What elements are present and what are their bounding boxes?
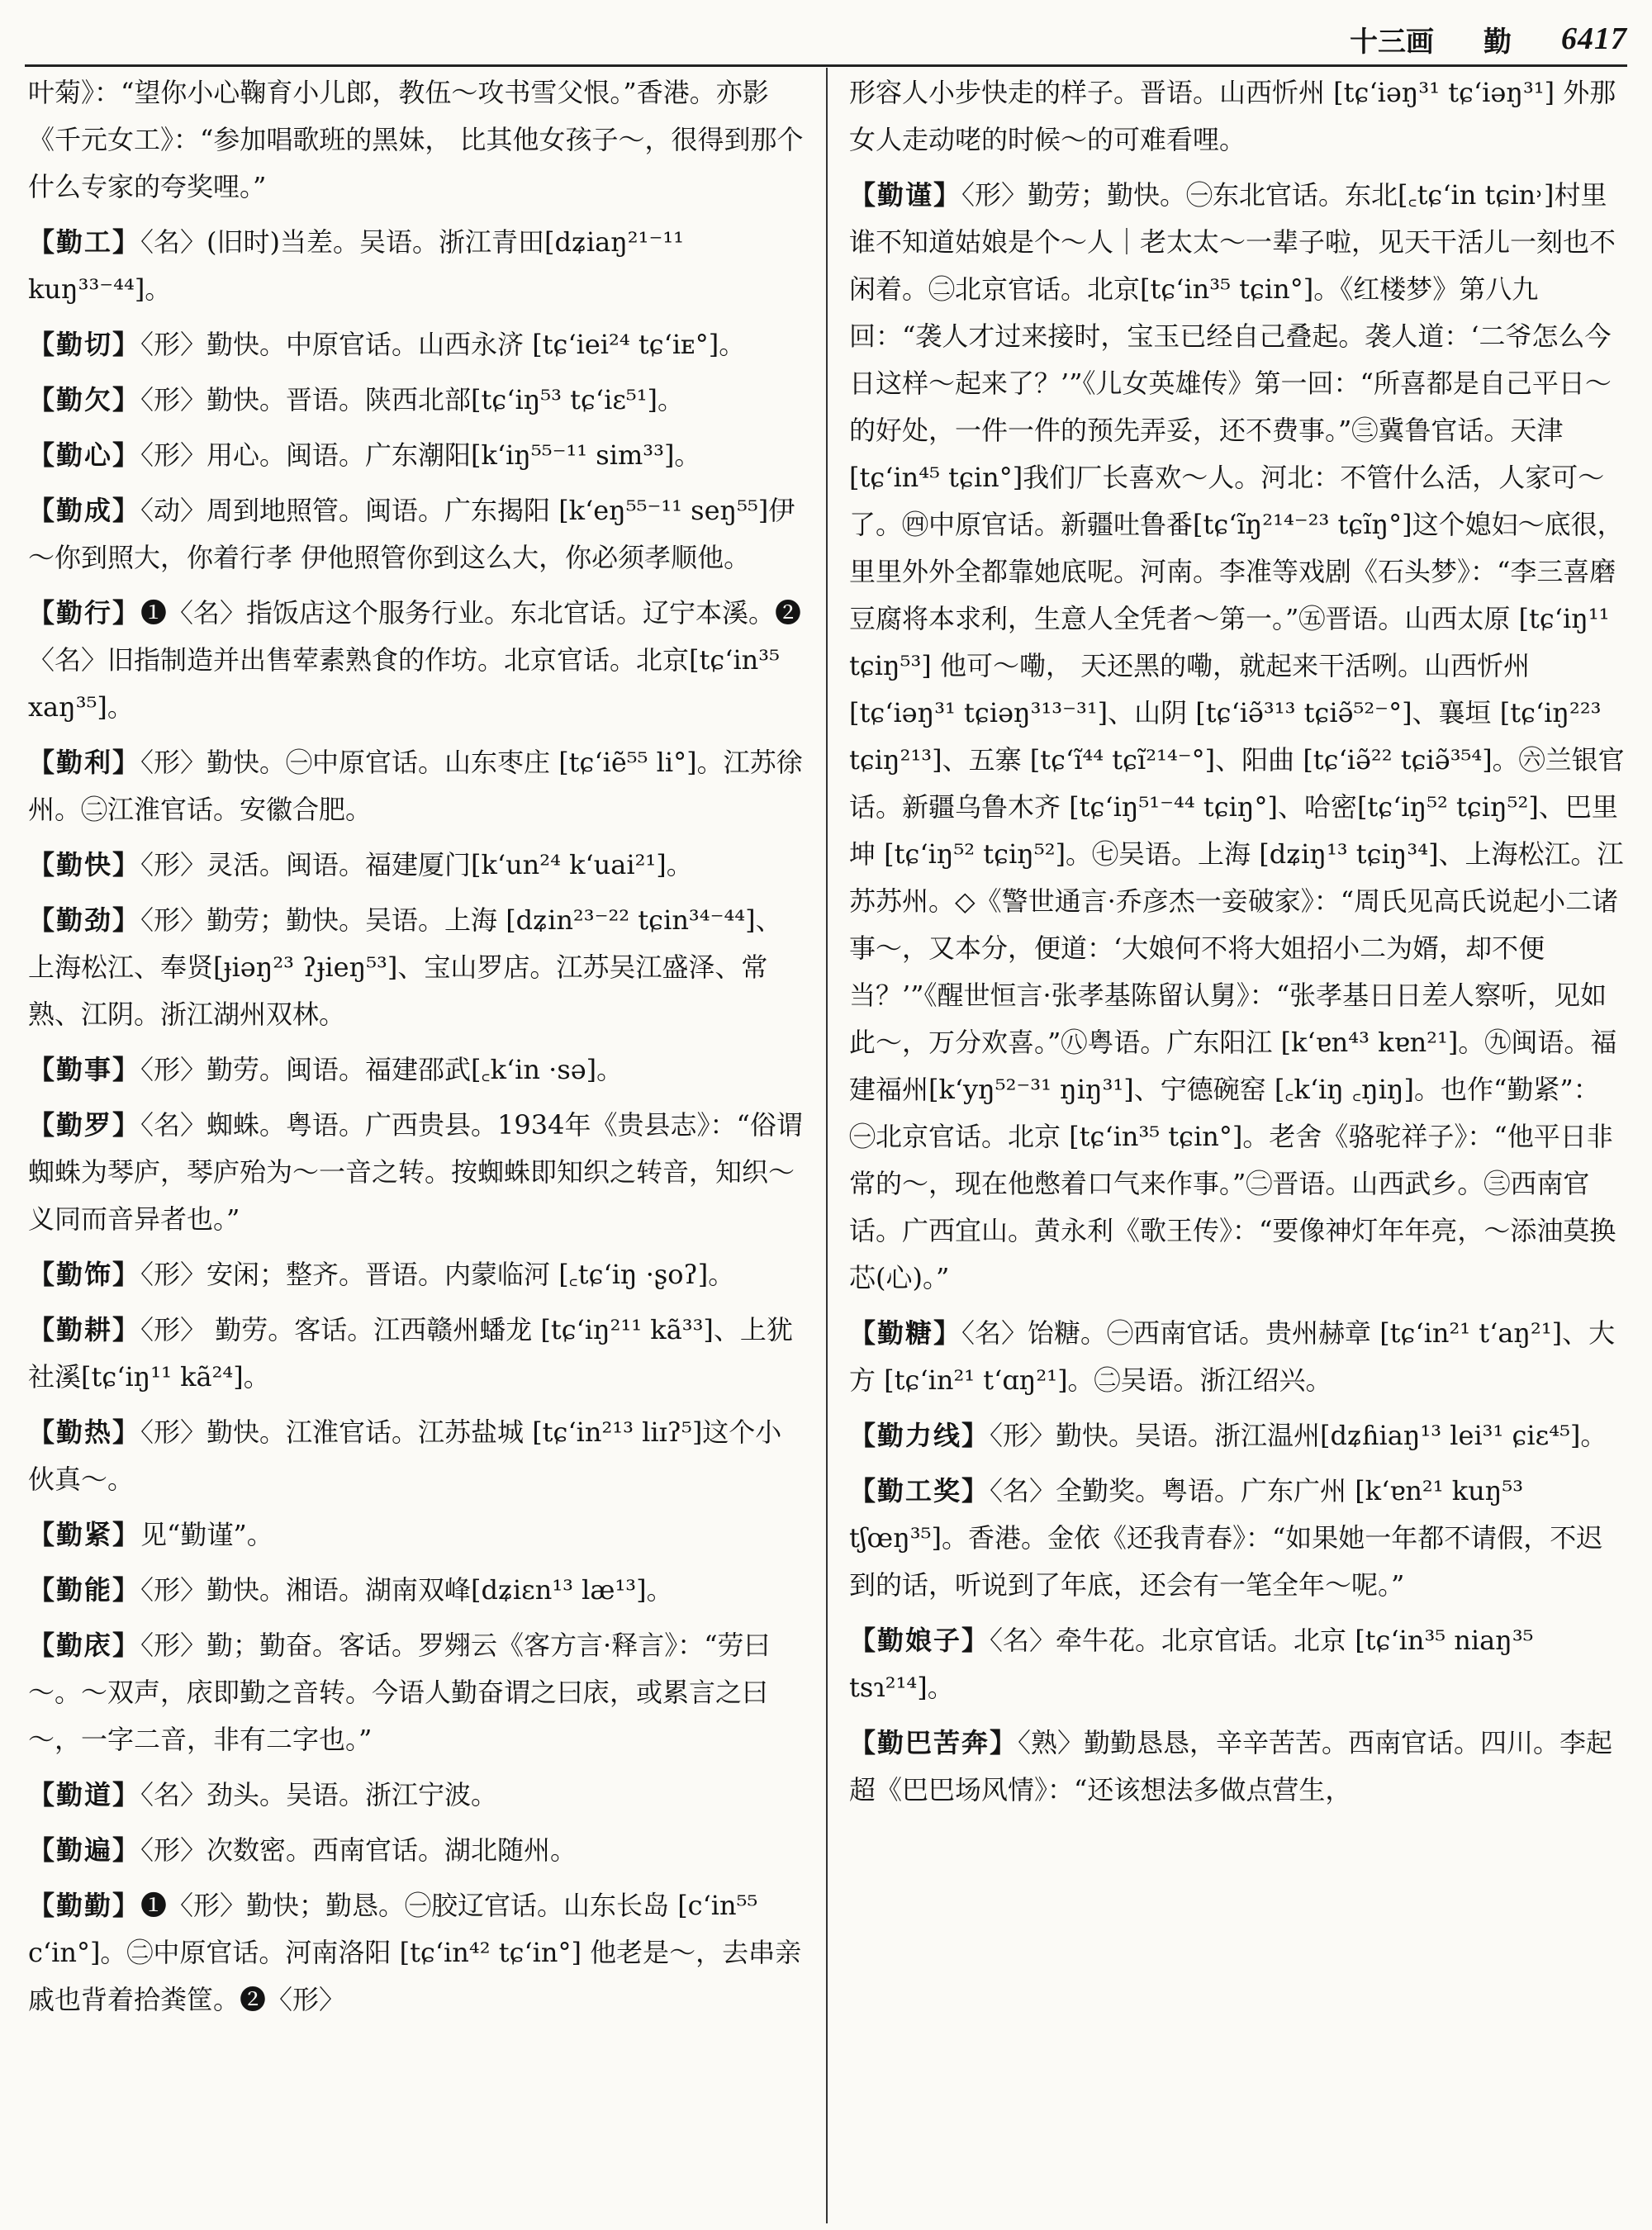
- dictionary-entry: [28, 1772, 805, 1819]
- dictionary-entry: [28, 1046, 805, 1094]
- headword: 【勤心】: [28, 439, 141, 471]
- dictionary-entry: [849, 1720, 1626, 1814]
- definition: 〈形〉勤快。江淮官话。江苏盐城 [tɕʻin²¹³ liɪʔ⁵]这个小伙真～。: [28, 1416, 782, 1495]
- header-character: 勤: [1483, 25, 1512, 59]
- dictionary-entry: [849, 172, 1626, 1302]
- definition: ❶〈名〉指饭店这个服务行业。东北官话。辽宁本溪。❷〈名〉旧指制造并出售荤素熟食的作坊。北京官话。北京[tɕʻin³⁵ xaŋ³⁵]。: [28, 597, 802, 723]
- dictionary-entry: 叶菊》：“望你小心鞠育小儿郎，教伍～攻书雪父恨。”香港。亦影《千元女工》：“参加唱歌班的黑妹， 比其他女孩子～，很得到那个什么专家的夸奖哩。”: [28, 77, 804, 202]
- definition: 〈名〉牵牛花。北京官话。北京 [tɕʻin³⁵ niaŋ³⁵ tsɿ²¹⁴]。: [849, 1625, 1534, 1703]
- dictionary-entry: [28, 1511, 805, 1559]
- definition: 〈形〉勤快。湘语。湖南双峰[dʑiɛn¹³ læ¹³]。: [140, 1574, 673, 1606]
- dictionary-entry: [28, 842, 805, 889]
- headword: 【勤耕】: [28, 1314, 141, 1345]
- dictionary-entry: [28, 1251, 805, 1298]
- definition: 〈形〉次数密。西南官话。湖北随州。: [140, 1834, 577, 1866]
- definition: 〈名〉(旧时)当差。吴语。浙江青田[dʑiaŋ²¹⁻¹¹ kuŋ³³⁻⁴⁴]。: [28, 226, 685, 305]
- headword: 【勤娘子】: [849, 1625, 990, 1656]
- definition: 〈形〉勤；勤奋。客话。罗翙云《客方言·释言》：“劳曰～。～双声，庡即勤之音转。今语人勤奋谓之曰庡，或累言之曰～，一字二音，非有二字也。”: [28, 1630, 771, 1755]
- dictionary-entry: [28, 487, 805, 581]
- definition: 〈形〉灵活。闽语。福建厦门[kʻun²⁴ kʻuai²¹]。: [140, 849, 693, 880]
- dictionary-entry: [28, 739, 805, 833]
- headword: 【勤快】: [28, 849, 141, 880]
- definition: 〈形〉用心。闽语。广东潮阳[kʻiŋ⁵⁵⁻¹¹ sim³³]。: [140, 439, 701, 471]
- headword: 【勤行】: [28, 597, 141, 629]
- headword: 【勤欠】: [28, 384, 141, 415]
- headword: 【勤劲】: [28, 904, 141, 936]
- header-rule: [25, 64, 1627, 67]
- dictionary-entry: [849, 1468, 1626, 1609]
- definition: 〈形〉安闲；整齐。晋语。内蒙临河 [꜀tɕʻiŋ ·ʂoʔ]。: [140, 1259, 735, 1290]
- headword: 【勤勤】: [28, 1890, 141, 1921]
- headword: 【勤紧】: [28, 1519, 141, 1550]
- headword: 【勤力线】: [849, 1420, 990, 1451]
- headword: 【勤巴苦奔】: [849, 1727, 1018, 1758]
- dictionary-entry: [28, 1622, 805, 1763]
- definition: 〈形〉勤劳。闽语。福建邵武[꜀kʻin ·sə]。: [140, 1054, 624, 1085]
- definition: 〈名〉全勤奖。粤语。广东广州 [kʻɐn²¹ kuŋ⁵³ tʃœŋ³⁵]。香港。金依《还我青春》：“如果她一年都不请假，不迟到的话，听说到了年底，还会有一笔全年～呢。”: [849, 1475, 1603, 1601]
- headword: 【勤切】: [28, 329, 141, 360]
- dictionary-entry: [28, 1307, 805, 1401]
- dictionary-entry: [28, 1409, 805, 1503]
- definition: 〈形〉勤快。中原官话。山西永济 [tɕʻiei²⁴ tɕʻiᴇ°]。: [140, 329, 746, 360]
- headword: 【勤能】: [28, 1574, 141, 1606]
- section-label: 十三画: [1350, 25, 1434, 59]
- definition: 〈名〉蜘蛛。粤语。广西贵县。1934年《贵县志》：“俗谓蜘蛛为琴庐，琴庐殆为～一音之转。按蜘蛛即知织之转音，知织～义同而音异者也。”: [28, 1109, 803, 1235]
- headword: 【勤利】: [28, 747, 141, 778]
- headword: 【勤成】: [28, 495, 141, 526]
- headword: 【勤谨】: [849, 179, 962, 211]
- dictionary-entry: [28, 1567, 805, 1614]
- dictionary-entry: [28, 1882, 805, 2024]
- page-number: 6417: [1561, 21, 1627, 56]
- definition: 〈熟〉勤勤恳恳，辛辛苦苦。西南官话。四川。李起超《巴巴场风情》：“还该想法多做点营生，: [849, 1727, 1613, 1805]
- headword: 【勤遍】: [28, 1834, 141, 1866]
- column-divider: [826, 68, 828, 2223]
- headword: 【勤事】: [28, 1054, 141, 1085]
- dictionary-entry: [28, 432, 805, 479]
- headword: 【勤热】: [28, 1416, 141, 1448]
- definition: 〈名〉饴糖。㊀西南官话。贵州赫章 [tɕʻin²¹ tʻaŋ²¹]、大方 [tɕʻin²¹ tʻɑŋ²¹]。㊁吴语。浙江绍兴。: [849, 1317, 1616, 1396]
- definition: ❶〈形〉勤快；勤恳。㊀胶辽官话。山东长岛 [cʻin⁵⁵ cʻin°]。㊁中原官话。河南洛阳 [tɕʻin⁴² tɕʻin°] 他老是～，去串亲戚也背着拾粪筐。❷〈形〉: [28, 1890, 802, 2015]
- dictionary-entry: [28, 897, 805, 1038]
- dictionary-entry: [28, 377, 805, 424]
- headword: 【勤道】: [28, 1779, 141, 1810]
- definition: 〈形〉 勤劳。客话。江西赣州蟠龙 [tɕʻiŋ²¹¹ kã³³]、上犹社溪[tɕʻiŋ¹¹ kã²⁴]。: [28, 1314, 793, 1393]
- headword: 【勤工奖】: [849, 1475, 990, 1506]
- headword: 【勤糖】: [849, 1317, 962, 1349]
- left-column: [28, 69, 805, 2225]
- definition: 见“勤谨”。: [140, 1519, 273, 1550]
- definition: 〈形〉勤劳；勤快。㊀东北官话。东北[꜀tɕʻin tɕin˒]村里谁不知道姑娘是个～人｜老太太～一辈子啦，见天干活儿一刻也不闲着。㊁北京官话。北京[tɕʻin³⁵ tɕin°]。《红楼梦》第八九回：“袭人才过来接时，宝玉已经自己叠起。袭人道：‘二爷怎么今日这样～起来了？’”《儿女英雄传》第一回：“所喜都是自己平日～的好处，一件一件的预先弄妥，还不费事。”㊂冀鲁官话。天津[tɕʻin⁴⁵ tɕin°]我们厂长喜欢～人。河北：不管什么活，人家可～了。㊃中原官话。新疆吐鲁番[tɕʻĩŋ²¹⁴⁻²³ tɕĩŋ°]这个媳妇～底很，里里外外全都靠她底呢。河南。李准等戏剧《石头梦》：“李三喜磨豆腐将本求利，生意人全凭者～第一。”㊄晋语。山西太原 [tɕʻiŋ¹¹ tɕiŋ⁵³] 他可～嘞， 天还黑的嘞，就起来干活咧。山西忻州 [tɕʻiəŋ³¹ tɕiəŋ³¹³⁻³¹]、山阴 [tɕʻiə̃³¹³ tɕiə̃⁵²⁻°]、襄垣 [tɕʻiŋ²²³ tɕiŋ²¹³]、五寨 [tɕʻĩ⁴⁴ tɕĩ²¹⁴⁻°]、阳曲 [tɕʻiə̃²² tɕiə̃³⁵⁴]。㊅兰银官话。新疆乌鲁木齐 [tɕʻiŋ⁵¹⁻⁴⁴ tɕiŋ°]、哈密[tɕʻiŋ⁵² tɕiŋ⁵²]、巴里坤 [tɕʻiŋ⁵² tɕiŋ⁵²]。㊆吴语。上海 [dʑiŋ¹³ tɕiŋ³⁴]、上海松江。江苏苏州。◇《警世通言·乔彦杰一妾破家》：“周氏见高氏说起小二诸事～，又本分，便道：‘大娘何不将大姐招小二为婿，却不便当？’”《醒世恒言·张孝基陈留认舅》：“张孝基日日差人察听，见如此～，万分欢喜。”㊇粤语。广东阳江 [kʻɐn⁴³ kɐn²¹]。㊈闽语。福建福州[kʻyŋ⁵²⁻³¹ ŋiŋ³¹]、宁德碗窑 [꜀kʻiŋ ꜀ŋiŋ]。也作“勤紧”：㊀北京官话。北京 [tɕʻin³⁵ tɕin°]。老舍《骆驼祥子》：“他平日非常的～，现在他憋着口气来作事。”㊁晋语。山西武乡。㊂西南官话。广西宜山。黄永利《歌王传》：“要像神灯年年亮，～添油莫换芯(心)。”: [849, 179, 1625, 1293]
- dictionary-entry: [28, 1102, 805, 1243]
- dictionary-entry: [849, 1617, 1626, 1711]
- dictionary-entry: [849, 1412, 1626, 1459]
- definition: 〈形〉勤快。吴语。浙江温州[dʑɦiaŋ¹³ lei³¹ ɕiɛ⁴⁵]。: [990, 1420, 1607, 1451]
- headword: 【勤工】: [28, 226, 141, 258]
- headword: 【勤饰】: [28, 1259, 141, 1290]
- dictionary-entry: [28, 219, 805, 313]
- dictionary-entry: [28, 1827, 805, 1874]
- headword: 【勤罗】: [28, 1109, 141, 1141]
- dictionary-entry: 形容人小步快走的样子。晋语。山西忻州 [tɕʻiəŋ³¹ tɕʻiəŋ³¹] 外那女人走动咾的时候～的可难看哩。: [849, 77, 1616, 155]
- page-header: [25, 15, 1627, 63]
- definition: 〈名〉劲头。吴语。浙江宁波。: [140, 1779, 498, 1810]
- right-column: [849, 69, 1626, 2225]
- definition: 〈形〉勤劳；勤快。吴语。上海 [dʑin²³⁻²² tɕin³⁴⁻⁴⁴]、上海松江、奉贤[ɟiəŋ²³ ʔɟieŋ⁵³]、宝山罗店。江苏吴江盛泽、常熟、江阴。浙江湖州双林。: [28, 904, 782, 1030]
- dictionary-entry: [28, 590, 805, 731]
- headword: 【勤庡】: [28, 1630, 141, 1661]
- dictionary-entry: [28, 321, 805, 368]
- definition: 〈形〉勤快。晋语。陕西北部[tɕʻiŋ⁵³ tɕʻiɛ⁵¹]。: [140, 384, 685, 415]
- dictionary-entry: [849, 1310, 1626, 1404]
- definition: 〈动〉周到地照管。闽语。广东揭阳 [kʻeŋ⁵⁵⁻¹¹ seŋ⁵⁵]伊～你到照大，你着行孝 伊他照管你到这么大，你必须孝顺他。: [28, 495, 795, 573]
- definition: 〈形〉勤快。㊀中原官话。山东枣庄 [tɕʻiẽ⁵⁵ li°]。江苏徐州。㊁江淮官话。安徽合肥。: [28, 747, 803, 825]
